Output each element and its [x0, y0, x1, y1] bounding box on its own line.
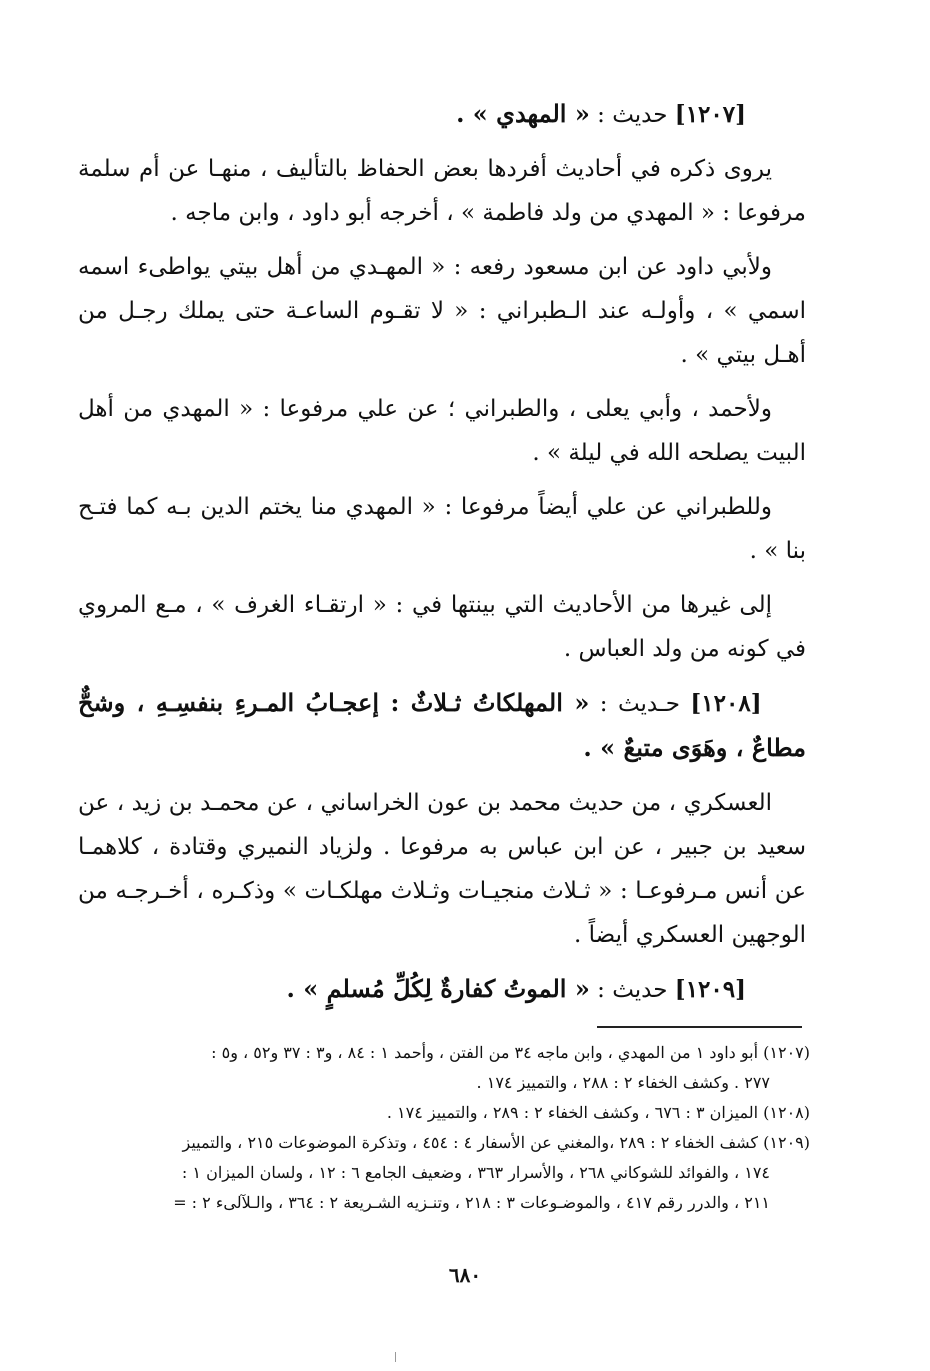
paragraph-text: العسكري ، من حديث محمد بن عون الخراساني ، عن محمـد بن زيد ، عن سعيد بن جبير ، عن ابن عباس به مرفوعا . ولزياد النميري وقتادة ، كلاهمـا عن أنس مـرفوعـا : « ثـلاث منجيـات وثـلاث مهلكـات » وذكـره ، أخـرجـه من الوجهين العسكري أيضاً . — [78, 790, 806, 948]
hadith-number: [١٢٠٩] — [674, 976, 746, 1003]
paragraph-text: إلى غيرها من الأحاديث التي بينتها في : « ارتقـاء الغرف » ، مـع المروي في كونه من ولد العباس . — [78, 592, 806, 662]
hadith-number: [١٢٠٨] — [690, 690, 762, 717]
scan-mark — [395, 1352, 396, 1362]
hadith-1207-heading — [78, 92, 806, 137]
hadith-1209-heading — [78, 967, 806, 1012]
footnote-line: (١٢٠٩) كشف الخفاء ٢ : ٢٨٩ ،والمغني عن الأسفار ٤ : ٤٥٤ ، وتذكرة الموضوعات ٢١٥ ، والتمييز — [182, 1133, 810, 1152]
paragraph — [78, 583, 806, 671]
hadith-intro: حديث : — [597, 102, 668, 128]
hadith-number: [١٢٠٧] — [674, 101, 746, 128]
main-text — [78, 92, 806, 1022]
hadith-1208-heading — [78, 681, 806, 771]
footnote-separator — [597, 1026, 802, 1028]
hadith-intro: حديث : — [597, 977, 668, 1003]
paragraph-text: ولأبي داود عن ابن مسعود رفعه : « المهـدي من أهل بيتي يواطىء اسمه اسمي » ، وأولـه عند الـطبراني : « لا تقـوم الساعـة حتى يملك رجـل من أهـل بيتي » . — [78, 254, 806, 368]
hadith-text: « الموتُ كفارةٌ لِكُلِّ مُسلمٍ » . — [286, 974, 590, 1003]
footnote-1207 — [78, 1038, 810, 1098]
paragraph-text: يروى ذكره في أحاديث أفردها بعض الحفاظ بالتأليف ، منهـا عن أم سلمة مرفوعا : « المهدي من ولد فاطمة » ، أخرجه أبو داود ، وابن ماجه . — [78, 156, 806, 226]
footnote-line: (١٢٠٨) الميزان ٣ : ٦٧٦ ، وكشف الخفاء ٢ : ٢٨٩ ، والتمييز ١٧٤ . — [386, 1103, 810, 1122]
paragraph-text: ولأحمد ، وأبي يعلى ، والطبراني ؛ عن علي مرفوعا : « المهدي من أهل البيت يصلحه الله في ليلة » . — [78, 396, 806, 466]
hadith-text: « المهلكاتُ ثـلاثٌ : إعجـابُ المـرءِ بنفسِـهِ ، وشحٌّ مطاعٌ ، وهَوَى متبعٌ » . — [78, 688, 806, 762]
footnote-line: ١٧٤ ، والفوائد للشوكاني ٢٦٨ ، والأسرار ٣٦٣ ، وضعيف الجامع ٦ : ١٢ ، ولسان الميزان ١ : — [181, 1163, 770, 1182]
paragraph — [78, 245, 806, 377]
paragraph — [78, 781, 806, 957]
footnote-line: ٢٧٧ . وكشف الخفاء ٢ : ٢٨٨ ، والتمييز ١٧٤ . — [476, 1073, 770, 1092]
footnote-line: (١٢٠٧) أبو داود ١ من المهدي ، وابن ماجه ٣٤ من الفتن ، وأحمد ١ : ٨٤ ، و٣ : ٣٧ و٥٢ ، و٥ : — [211, 1043, 810, 1062]
footnotes — [78, 1038, 810, 1218]
paragraph — [78, 387, 806, 475]
paragraph — [78, 147, 806, 235]
footnote-line: ٢١١ ، والدرر رقم ٤١٧ ، والموضـوعات ٣ : ٢١٨ ، وتنـزيه الشـريعة ٢ : ٣٦٤ ، والـلآلىء ٢ : = — [173, 1193, 770, 1212]
hadith-text: « المهدي » . — [456, 99, 590, 128]
footnote-1209 — [78, 1128, 810, 1218]
paragraph — [78, 485, 806, 573]
paragraph-text: وللطبراني عن علي أيضاً مرفوعا : « المهدي منا يختم الدين بـه كما فتـح بنا » . — [78, 494, 806, 564]
page-number: ٦٨٠ — [448, 1263, 482, 1287]
footnote-1208 — [78, 1098, 810, 1128]
hadith-intro: حـديث : — [599, 691, 680, 717]
